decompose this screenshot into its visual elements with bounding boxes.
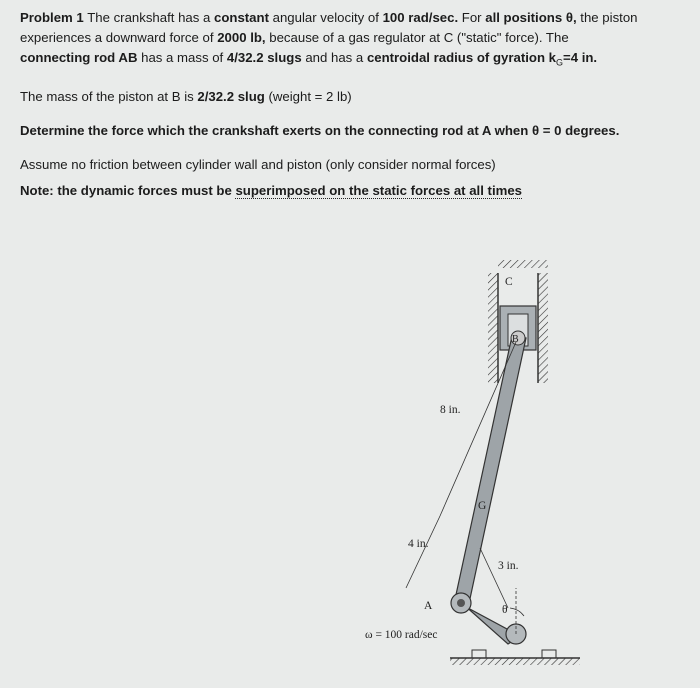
label-c: C — [505, 276, 513, 288]
text-span: has a mass of — [137, 50, 227, 65]
dim-line-4in — [406, 516, 440, 588]
mechanism-figure — [360, 248, 600, 678]
text-span: constant — [214, 10, 269, 25]
theta-arc — [510, 608, 524, 616]
text-span: because of a gas regulator at C ("static" force). The — [265, 30, 569, 45]
text-span: the piston — [576, 10, 638, 25]
crank-pin-center — [457, 599, 465, 607]
text-span: experiences a downward force of — [20, 30, 218, 45]
label-4in: 4 in. — [408, 538, 429, 550]
label-3in: 3 in. — [498, 560, 519, 572]
label-g: G — [478, 500, 487, 512]
mechanism-diagram — [360, 248, 600, 678]
determine-line — [20, 121, 680, 141]
piston-mass-line — [20, 87, 680, 107]
cylinder-top — [498, 260, 548, 268]
text-span: The mass of the piston at B is — [20, 88, 198, 104]
assume-line — [20, 155, 680, 175]
text-span: Assume no friction between cylinder wall and piston (only consider normal forces) — [20, 156, 496, 172]
text-span: 2000 lb, — [217, 30, 266, 45]
text-span: centroidal radius of gyration — [366, 50, 545, 65]
label-b: B — [512, 334, 519, 345]
text-span: angular velocity of — [268, 10, 383, 25]
text-span: 100 rad/sec. — [382, 10, 459, 25]
text-span: The crankshaft has a — [83, 10, 215, 25]
problem-text — [20, 8, 680, 201]
label-8in: 8 in. — [440, 404, 461, 416]
text-span: G — [556, 57, 564, 68]
text-span: 4/32.2 slugs — [226, 50, 302, 65]
ground-hatch — [450, 658, 580, 665]
label-omega: ω = 100 rad/sec — [365, 629, 438, 641]
text-span: 2/32.2 slug — [197, 88, 265, 104]
cylinder-wall-right — [538, 273, 548, 383]
text-span: connecting rod AB — [20, 50, 138, 65]
cylinder-wall-left — [488, 273, 498, 383]
text-span: Note: the dynamic forces must be — [20, 182, 236, 198]
text-span: Determine the force which the crankshaft exerts on the connecting rod at A when θ = 0 degrees. — [20, 122, 620, 138]
dim-line-3in — [480, 548, 508, 608]
problem-statement — [20, 8, 680, 73]
text-span: =4 in. — [563, 50, 598, 65]
problem-number: Problem 1 — [20, 10, 84, 25]
label-a: A — [424, 600, 433, 612]
label-theta: θ — [502, 604, 508, 616]
text-span: and has a — [301, 50, 367, 65]
text-span: (weight = 2 lb) — [264, 88, 352, 104]
text-span: k — [545, 50, 556, 65]
text-span: For — [458, 10, 486, 25]
text-span: superimposed on the static forces at all times — [235, 182, 522, 198]
note-line — [20, 181, 680, 201]
text-span: all positions θ, — [485, 10, 577, 25]
